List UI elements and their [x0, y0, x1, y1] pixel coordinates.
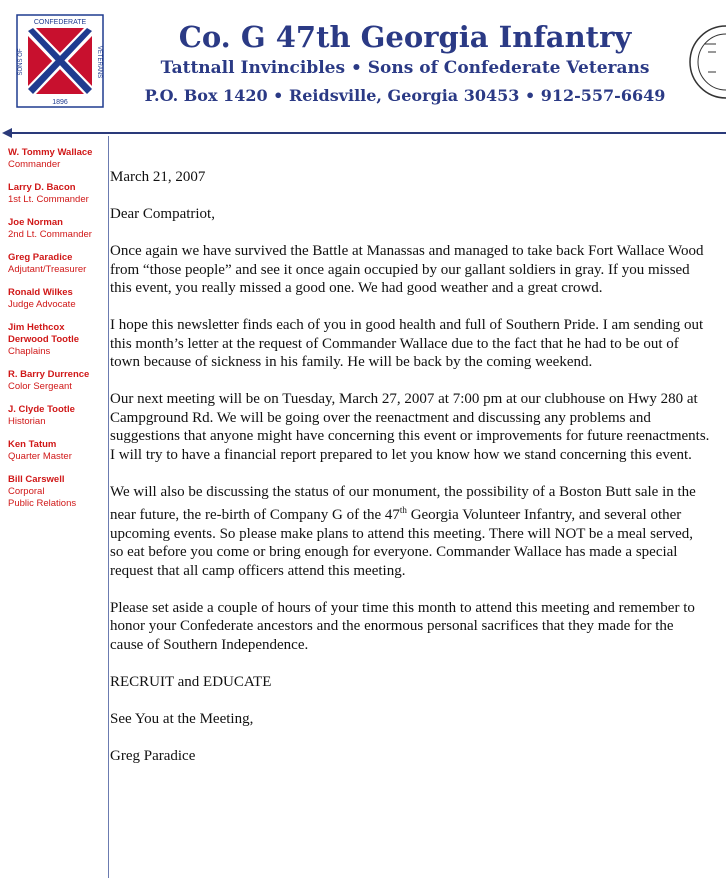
officer-entry — [8, 252, 106, 276]
officer-entry — [8, 474, 106, 510]
officer-entry — [8, 439, 106, 463]
officer-role: Commander — [8, 159, 61, 170]
letter-paragraph: I hope this newsletter finds each of you in good health and full of Southern Pride. I am sending out this month’s letter at the request of Commander Wallace due to the fact that he had to be out of town because of sickness in his family. He will be back by the coming weekend. — [110, 317, 704, 370]
header-divider — [8, 132, 726, 134]
officer-name: Bill Carswell — [8, 474, 65, 485]
officer-name: W. Tommy Wallace — [8, 147, 93, 158]
paragraph-text: We will also be discussing the status of our monument, the possibility of a Boston Butt sale in the near future, the re-birth of Company G of the 47 — [110, 483, 696, 523]
officer-name: R. Barry Durrence — [8, 369, 90, 380]
officer-role: Color Sergeant — [8, 381, 72, 392]
logo-right-text: VETERANS — [96, 45, 102, 79]
organization-title: Co. G 47th Georgia Infantry — [178, 20, 632, 54]
letter-paragraph: Our next meeting will be on Tuesday, March 27, 2007 at 7:00 pm at our clubhouse on Hwy 280 at Campground Rd. We will be going over the reenactment and discussing any problems and suggestions that anyone might have concerning this event or improvements for future reenactments. I will try to have a financial report prepared to let you know how we stand concerning this event. — [110, 391, 710, 463]
officer-name: Ken Tatum — [8, 439, 57, 450]
officer-entry — [8, 322, 106, 358]
letter-signature: Greg Paradice — [110, 747, 196, 764]
officer-role: Judge Advocate — [8, 299, 76, 310]
letter-closing: See You at the Meeting, — [110, 710, 254, 727]
officer-role: Historian — [8, 416, 46, 427]
letter-date: March 21, 2007 — [110, 169, 206, 185]
letter-motto: RECRUIT and EDUCATE — [110, 673, 272, 690]
officer-name: Joe Norman — [8, 217, 63, 228]
logo-top-text: CONFEDERATE — [33, 19, 87, 26]
officer-entry — [8, 147, 106, 171]
officer-entry — [8, 182, 106, 206]
officer-role: 2nd Lt. Commander — [8, 229, 92, 240]
officer-name: Ronald Wilkes — [8, 287, 73, 298]
officer-entry — [8, 217, 106, 241]
officer-name: J. Clyde Tootle — [8, 404, 75, 415]
battle-flag-icon — [28, 28, 92, 94]
letter-paragraph: Please set aside a couple of hours of your time this month to attend this meeting and remember to honor your Confederate ancestors and the enormous personal sacrifices that they made for the cause of Southern Independence. — [110, 599, 695, 653]
paragraph-text: Georgia Volunteer Infantry, and several other upcoming events. So please make plans to attend this meeting. There will NOT be a meal served, so eat before you come or bring enough for everyone. Commander Wallace has made a special request that all camp officers attend this meeting. — [110, 507, 694, 579]
letter-paragraph — [110, 483, 710, 581]
sidebar-divider — [108, 136, 109, 878]
officer-role: Adjutant/Treasurer — [8, 264, 87, 275]
officer-name: Jim Hethcox Derwood Tootle — [8, 322, 80, 345]
logo-left-text: SONS OF — [18, 48, 24, 76]
scv-logo — [16, 14, 104, 108]
letter-salutation: Dear Compatriot, — [110, 206, 215, 222]
officer-entry — [8, 369, 106, 393]
letter-paragraph: Once again we have survived the Battle at Manassas and managed to take back Fort Wallace Wood from “those people” and see it once again occupied by our gallant soldiers in gray. If you missed this event, you really missed a good one. We had good weather and a great crowd. — [110, 243, 704, 296]
ordinal-suffix: th — [399, 505, 407, 515]
officer-sidebar — [8, 147, 106, 521]
letter-body — [110, 168, 710, 784]
organization-subtitle: Tattnall Invincibles • Sons of Confederate Veterans — [160, 58, 650, 78]
officer-entry — [8, 287, 106, 311]
officer-role: 1st Lt. Commander — [8, 194, 89, 205]
officer-role: Chaplains — [8, 346, 51, 357]
organization-address: P.O. Box 1420 • Reidsville, Georgia 30453 • 912-557-6649 — [144, 86, 666, 105]
logo-year: 1896 — [52, 99, 68, 106]
officer-name: Larry D. Bacon — [8, 182, 76, 193]
officer-name: Greg Paradice — [8, 252, 73, 263]
officer-role: Quarter Master — [8, 451, 72, 462]
officer-entry — [8, 404, 106, 428]
officer-role: Corporal Public Relations — [8, 486, 77, 509]
